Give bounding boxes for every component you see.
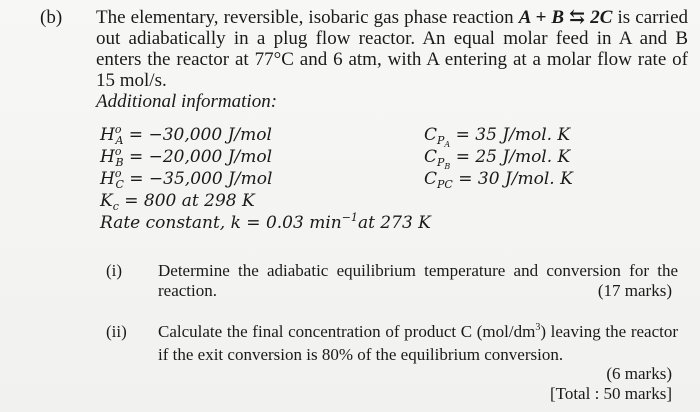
part-ii <box>106 322 686 364</box>
equilibrium-constant: $K_c = 800$ at 298 K <box>100 191 255 213</box>
reaction-equation: A + B ⇆ 2C <box>518 7 613 28</box>
heat-capacity-a: $C_{PA} = 35$ J/mol. K <box>424 125 571 149</box>
part-i-text: Determine the adiabatic equilibrium temperature and conversion for the reaction. <box>158 261 678 300</box>
data-right-column <box>424 124 573 190</box>
part-i-number: (i) <box>106 261 123 280</box>
part-ii-number: (ii) <box>106 322 127 341</box>
intro-text-1: The elementary, reversible, isobaric gas phase reaction <box>96 7 519 28</box>
heat-capacity-c: $C_{PC} = 30$ J/mol. K <box>424 169 573 191</box>
question-intro <box>96 7 688 112</box>
enthalpy-c: $H^o_C = -35,000$ J/mol <box>100 167 273 191</box>
data-left-column <box>100 124 431 234</box>
enthalpy-a: $H^o_A = -30,000$ J/mol <box>100 123 272 147</box>
part-i-marks: (17 marks) <box>597 281 672 300</box>
enthalpy-b: $H^o_B = -20,000$ J/mol <box>100 145 273 169</box>
part-ii-marks: (6 marks) <box>606 364 672 383</box>
rate-constant: Rate constant, k = 0.03 $\min^{-1}at$ 273 K <box>100 211 431 233</box>
question-label: (b) <box>40 7 63 28</box>
part-ii-text: Calculate the final concentration of product C $(mol/dm^3)$ leaving the reactor if the exit conversion is 80% of the equilibrium conversion. <box>158 322 678 364</box>
additional-info-heading: Additional information: <box>96 91 278 112</box>
heat-capacity-b: $C_{PB} = 25$ J/mol. K <box>424 147 571 171</box>
intro-text-2: is carried out adiabatically in a plug flow reactor. An equal molar feed in A and B enters the reactor at 77°C and 6 atm, with A entering at a molar flow rate of 15 mol/s. <box>96 7 689 91</box>
total-marks: [Total : 50 marks] <box>549 384 672 403</box>
